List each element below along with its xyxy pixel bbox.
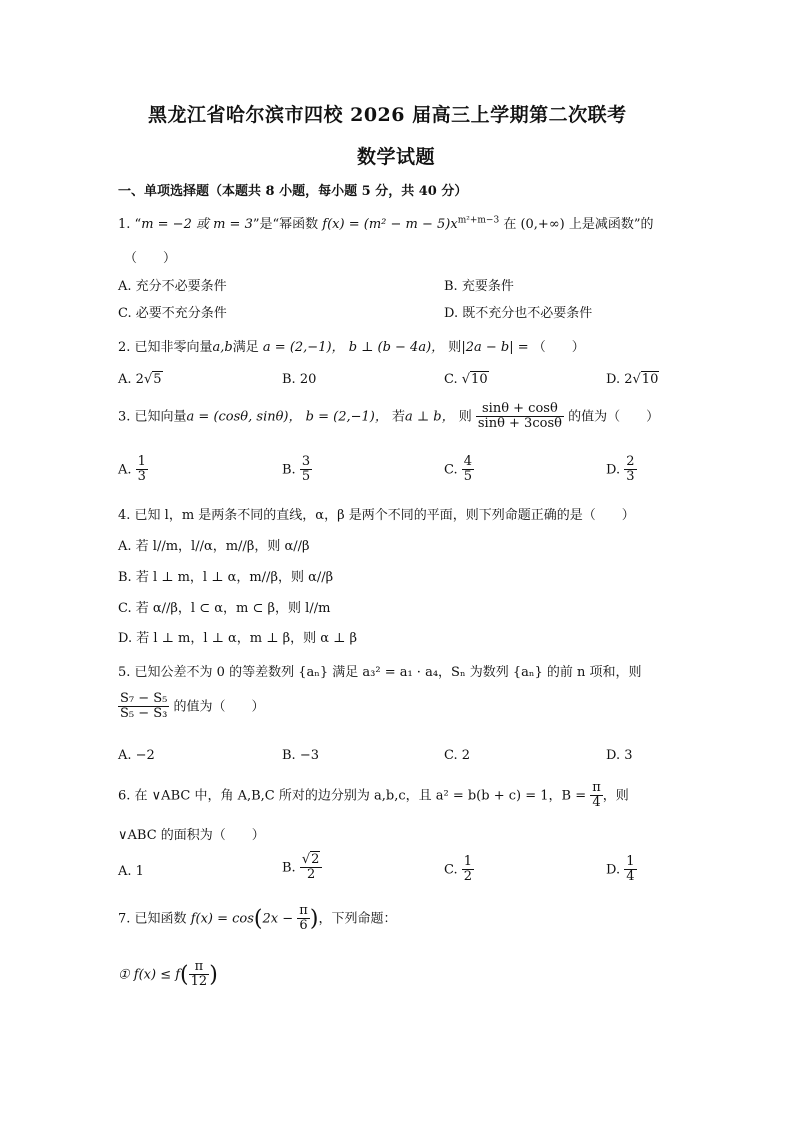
- q2-text3: 则: [448, 340, 462, 355]
- q7-argument: 2x −: [262, 911, 294, 927]
- q3-text1: 3. 已知向量: [118, 409, 187, 425]
- question-3-stem: [118, 402, 659, 432]
- q3-option-b: [282, 455, 312, 485]
- question-2-stem: [118, 336, 585, 355]
- q1-option-b: B. 充要条件: [444, 279, 514, 294]
- q7-pi-den: 6: [299, 918, 308, 934]
- q7-item-1-fraction: [189, 960, 210, 990]
- q3-cond2: b = (2,−1)，: [305, 409, 388, 425]
- q2-option-d-radicand: 10: [641, 372, 659, 387]
- q1-x: x: [450, 217, 458, 232]
- q6-option-c-fraction: [462, 855, 474, 885]
- q1-option-d: D. 既不充分也不必要条件: [444, 306, 593, 321]
- q7-item-1-left-paren: (: [180, 962, 189, 988]
- q7-item-1-text: ① f(x) ≤ f: [118, 967, 181, 983]
- q6-line2: ∨ABC 的面积为（ ）: [118, 828, 265, 843]
- q3-cond3: a ⊥ b，: [405, 409, 455, 425]
- q5-fraction: [118, 692, 169, 722]
- q6-option-d-label: D.: [606, 862, 621, 878]
- q7-tail: ，下列命题：: [318, 911, 397, 927]
- q3-option-a-num: 1: [137, 454, 146, 469]
- q7-pi-num: π: [299, 903, 308, 918]
- q6-option-b-fraction: [300, 853, 323, 883]
- q2-blank: （ ）: [532, 340, 585, 355]
- q6-option-b-label: B.: [282, 860, 296, 876]
- q2-option-d: [606, 372, 659, 387]
- q4-option-a: A. 若 l//m，l//α，m//β，则 α//β: [118, 539, 310, 554]
- q3-option-a: [118, 455, 148, 485]
- q4-option-d: D. 若 l ⊥ m，l ⊥ α，m ⊥ β，则 α ⊥ β: [118, 631, 358, 646]
- question-6-stem: [118, 781, 629, 811]
- q1-interval: 在 (0,+∞) 上是减函数”的: [503, 217, 654, 232]
- q5-denominator: S₅ − S₃: [120, 706, 168, 722]
- q1-condition: m = −2 或 m = 3: [141, 217, 253, 232]
- q6-option-b-radicand: 2: [311, 852, 320, 867]
- q3-option-d-fraction: [624, 455, 636, 485]
- q3-option-a-den: 3: [137, 469, 146, 485]
- q2-cond1: a = (2,−1)，: [262, 340, 345, 355]
- question-7-stem: [118, 904, 396, 934]
- q6-option-c-label: C.: [444, 862, 458, 878]
- q7-left-paren: (: [253, 906, 263, 932]
- q7-right-paren: ): [309, 906, 319, 932]
- q6-b-den: 4: [592, 795, 601, 811]
- q1-exponent: m²+m−3: [457, 215, 500, 226]
- q6-option-d-num: 1: [626, 854, 635, 869]
- q2-option-d-label: D. 2: [606, 372, 633, 387]
- q5-option-a: A. −2: [118, 748, 155, 763]
- page-title: 黑龙江省哈尔滨市四校 2026 届高三上学期第二次联考: [148, 104, 627, 126]
- q3-option-a-label: A.: [118, 462, 132, 478]
- page-subtitle: 数学试题: [357, 146, 436, 168]
- q2-option-a-label: A. 2: [118, 372, 144, 387]
- q1-blank: （ ）: [124, 251, 177, 266]
- q4-option-b: B. 若 l ⊥ m，l ⊥ α，m//β，则 α//β: [118, 570, 334, 585]
- question-1-stem: [118, 213, 654, 232]
- q2-option-c: [444, 372, 489, 387]
- q6-option-c-num: 1: [463, 854, 473, 869]
- q7-item-1-num: π: [189, 960, 210, 975]
- q1-option-c: C. 必要不充分条件: [118, 306, 227, 321]
- sqrt-symbol: √: [143, 372, 153, 387]
- q5-option-c: C. 2: [444, 748, 471, 763]
- q2-option-a: [118, 372, 163, 387]
- q3-option-b-label: B.: [282, 462, 296, 478]
- q6-option-c-den: 2: [463, 869, 473, 885]
- q5-option-d: D. 3: [606, 748, 633, 763]
- q6-b-fraction: [590, 781, 603, 811]
- q3-option-c-fraction: [462, 455, 474, 485]
- q3-option-b-num: 3: [301, 454, 311, 469]
- q3-option-c-num: 4: [463, 454, 473, 469]
- q3-numerator: sinθ + cosθ: [476, 402, 564, 417]
- sqrt-symbol: √: [632, 372, 641, 387]
- q6-option-d-den: 4: [626, 869, 635, 885]
- q1-mid: ”是“幂函数: [252, 217, 319, 232]
- q3-option-d-den: 3: [626, 469, 635, 485]
- q2-cond2: b ⊥ (b − 4a)，: [348, 340, 445, 355]
- q3-text3: 则: [458, 409, 472, 425]
- q4-option-c: C. 若 α//β，l ⊂ α，m ⊂ β，则 l//m: [118, 601, 331, 616]
- q6-option-b-num: [300, 853, 323, 868]
- q3-text2: 若: [391, 409, 405, 425]
- section-heading: 一、单项选择题（本题共 8 小题，每小题 5 分，共 40 分）: [118, 184, 468, 199]
- q3-option-a-fraction: [136, 455, 148, 485]
- q3-denominator: sinθ + 3cosθ: [477, 416, 562, 432]
- q7-pi-fraction: [297, 904, 310, 934]
- q6-stem-end: ，则: [602, 788, 629, 804]
- q6-option-c: [444, 855, 474, 885]
- q2-vectors: a,b: [212, 340, 233, 355]
- q3-cond1: a = (cosθ, sinθ)，: [186, 409, 302, 425]
- q6-b-num: π: [592, 780, 601, 795]
- q6-option-a: A. 1: [118, 864, 144, 879]
- q7-function: f(x) = cos: [190, 911, 254, 927]
- q3-option-c-label: C.: [444, 462, 458, 478]
- q2-option-c-label: C.: [444, 372, 462, 387]
- q2-expression: |2a − b| =: [461, 340, 529, 355]
- q2-option-b: B. 20: [282, 372, 317, 387]
- q1-option-a: A. 充分不必要条件: [118, 279, 227, 294]
- q3-option-d-label: D.: [606, 462, 621, 478]
- q3-option-d: [606, 455, 637, 485]
- q7-item-1-den: 12: [190, 974, 208, 990]
- q1-function: f(x) = (m² − m − 5): [322, 217, 451, 232]
- q6-option-d: [606, 855, 637, 885]
- question-4-stem: 4. 已知 l，m 是两条不同的直线，α，β 是两个不同的平面，则下列命题正确的是（ ）: [118, 508, 635, 523]
- question-5-stem: 5. 已知公差不为 0 的等差数列 {aₙ} 满足 a₃² = a₁ · a₄，Sₙ 为数列 {aₙ} 的前 n 项和，则: [118, 665, 642, 680]
- sqrt-symbol: √: [461, 372, 471, 387]
- q2-text1: 2. 已知非零向量: [118, 340, 213, 355]
- q3-option-b-fraction: [300, 455, 312, 485]
- sqrt-symbol: √: [301, 852, 311, 867]
- q1-lead: 1. “: [118, 217, 142, 232]
- q2-text2: 满足: [232, 340, 259, 355]
- q6-option-d-fraction: [624, 855, 636, 885]
- q7-item-1: [118, 960, 218, 990]
- q6-option-b: [282, 853, 322, 883]
- q2-option-a-radicand: 5: [153, 372, 162, 387]
- q3-option-b-den: 5: [301, 469, 311, 485]
- q5-tail: 的值为（ ）: [173, 699, 265, 715]
- q6-option-b-den: 2: [306, 867, 316, 883]
- q3-option-c-den: 5: [463, 469, 473, 485]
- q3-option-c: [444, 455, 474, 485]
- q6-stem-text: 6. 在 ∨ABC 中，角 A,B,C 所对的边分别为 a,b,c，且 a² = b(b + c) = 1，B =: [118, 788, 587, 804]
- q5-fraction-line: [118, 692, 265, 722]
- q3-option-d-num: 2: [626, 454, 635, 469]
- q2-option-c-radicand: 10: [471, 372, 488, 387]
- q3-fraction: [476, 402, 564, 432]
- q5-numerator: S₇ − S₅: [120, 691, 168, 706]
- q7-item-1-right-paren: ): [209, 962, 218, 988]
- q5-option-b: B. −3: [282, 748, 319, 763]
- q7-lead: 7. 已知函数: [118, 911, 187, 927]
- q3-text4: 的值为（ ）: [568, 409, 660, 425]
